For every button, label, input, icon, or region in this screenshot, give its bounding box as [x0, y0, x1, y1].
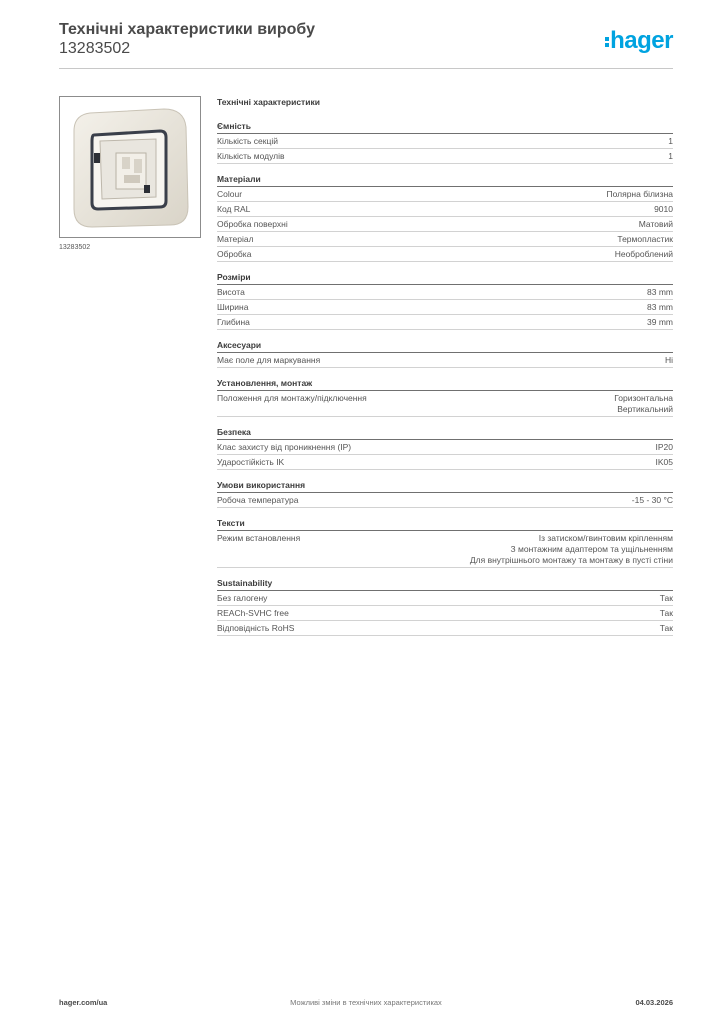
spec-key: Кількість модулів — [217, 150, 285, 161]
spec-key: Режим встановлення — [217, 532, 301, 543]
spec-section — [217, 377, 673, 417]
spec-key: Має поле для маркування — [217, 354, 321, 365]
spec-row — [217, 606, 673, 621]
spec-value-line: 1 — [668, 150, 673, 161]
spec-value-line: Вертикальний — [617, 403, 673, 414]
spec-value — [267, 593, 673, 604]
spec-section — [217, 426, 673, 470]
spec-row — [217, 493, 673, 508]
spec-key: REACh-SVHC free — [217, 607, 289, 618]
spec-value-line: IK05 — [655, 456, 673, 467]
spec-row — [217, 455, 673, 470]
spec-value-line: Так — [659, 607, 673, 618]
spec-value — [284, 457, 673, 468]
frame-product-icon — [60, 97, 200, 237]
footer-disclaimer: Можливі зміни в технічних характеристиках — [290, 998, 442, 1007]
spec-section — [217, 479, 673, 508]
product-code: 13283502 — [59, 40, 131, 57]
section-heading: Тексти — [217, 517, 673, 531]
image-caption: 13283502 — [59, 244, 91, 251]
spec-key: Висота — [217, 286, 245, 297]
spec-value-line: 1 — [668, 135, 673, 146]
spec-value-line: Із затиском/гвинтовим кріпленням — [538, 532, 673, 543]
logo-text: hager — [610, 27, 673, 54]
spec-value — [289, 608, 673, 619]
spec-key: Кількість секцій — [217, 135, 278, 146]
spec-value — [300, 533, 673, 566]
spec-section — [217, 173, 673, 262]
spec-key: Матеріал — [217, 233, 254, 244]
section-heading: Умови використання — [217, 479, 673, 493]
spec-value-line: -15 - 30 °C — [631, 494, 673, 505]
spec-key: Ширина — [217, 301, 249, 312]
spec-sections — [217, 120, 673, 636]
spec-value-line: Матовий — [638, 218, 673, 229]
spec-row — [217, 315, 673, 330]
page-title: Технічні характеристики виробу — [59, 21, 315, 38]
specs-table — [217, 96, 673, 645]
spec-section — [217, 339, 673, 368]
spec-value-line: Горизонтальна — [614, 392, 673, 403]
spec-row — [217, 232, 673, 247]
footer-date: 04.03.2026 — [635, 998, 673, 1007]
spec-value-line: Для внутрішнього монтажу та монтажу в пусті стіни — [469, 554, 673, 565]
spec-key: Обробка поверхні — [217, 218, 288, 229]
spec-key: Глибина — [217, 316, 250, 327]
spec-value-line: Ні — [664, 354, 673, 365]
spec-section — [217, 517, 673, 568]
spec-value-line: IP20 — [655, 441, 673, 452]
spec-section — [217, 120, 673, 164]
spec-value — [367, 393, 673, 415]
spec-value — [288, 219, 673, 230]
spec-row — [217, 531, 673, 568]
spec-value — [285, 151, 673, 162]
spec-row — [217, 187, 673, 202]
spec-value-line: 83 mm — [647, 301, 673, 312]
spec-key: Клас захисту від проникнення (IP) — [217, 441, 352, 452]
spec-value-line: Так — [659, 622, 673, 633]
specs-title: Технічні характеристики — [217, 97, 320, 107]
spec-key: Обробка — [217, 248, 252, 259]
spec-section — [217, 577, 673, 636]
spec-value — [351, 442, 673, 453]
spec-value — [251, 249, 673, 260]
spec-key: Відповідність RoHS — [217, 622, 295, 633]
spec-value-line: Термопластик — [617, 233, 673, 244]
spec-value — [245, 287, 673, 298]
spec-key: Код RAL — [217, 203, 251, 214]
page-header — [59, 20, 673, 70]
header-divider — [59, 68, 673, 69]
section-heading: Розміри — [217, 271, 673, 285]
spec-key: Ударостійкість IK — [217, 456, 285, 467]
spec-row — [217, 247, 673, 262]
spec-key: Робоча температура — [217, 494, 299, 505]
spec-value-line: Полярна білизна — [606, 188, 673, 199]
logo-dot-icon — [605, 37, 609, 41]
spec-row — [217, 353, 673, 368]
page-footer — [59, 998, 673, 1010]
spec-row — [217, 300, 673, 315]
hager-logo — [605, 28, 673, 54]
section-heading: Установлення, монтаж — [217, 377, 673, 391]
spec-key: Положення для монтажу/підключення — [217, 392, 367, 403]
section-heading: Ємність — [217, 120, 673, 134]
spec-value — [254, 234, 673, 245]
spec-value-line: З монтажним адаптером та ущільненням — [510, 543, 673, 554]
spec-value — [320, 355, 673, 366]
section-heading: Безпека — [217, 426, 673, 440]
spec-row — [217, 591, 673, 606]
footer-website: hager.com/ua — [59, 998, 108, 1007]
section-heading: Матеріали — [217, 173, 673, 187]
spec-row — [217, 621, 673, 636]
spec-value — [294, 623, 673, 634]
spec-value — [278, 136, 673, 147]
spec-value-line: Так — [659, 592, 673, 603]
spec-value — [299, 495, 673, 506]
spec-key: Без галогену — [217, 592, 268, 603]
spec-row — [217, 134, 673, 149]
section-heading: Аксесуари — [217, 339, 673, 353]
spec-row — [217, 149, 673, 164]
spec-value-line: 9010 — [654, 203, 673, 214]
spec-value — [242, 189, 673, 200]
product-image — [59, 96, 201, 238]
spec-value — [248, 302, 673, 313]
spec-value-line: Необроблений — [614, 248, 673, 259]
spec-row — [217, 391, 673, 417]
spec-value-line: 83 mm — [647, 286, 673, 297]
spec-value — [250, 317, 673, 328]
spec-section — [217, 271, 673, 330]
spec-row — [217, 285, 673, 300]
spec-value-line: 39 mm — [647, 316, 673, 327]
section-heading: Sustainability — [217, 577, 673, 591]
spec-value — [250, 204, 673, 215]
spec-row — [217, 440, 673, 455]
spec-row — [217, 217, 673, 232]
spec-row — [217, 202, 673, 217]
spec-key: Colour — [217, 188, 243, 199]
